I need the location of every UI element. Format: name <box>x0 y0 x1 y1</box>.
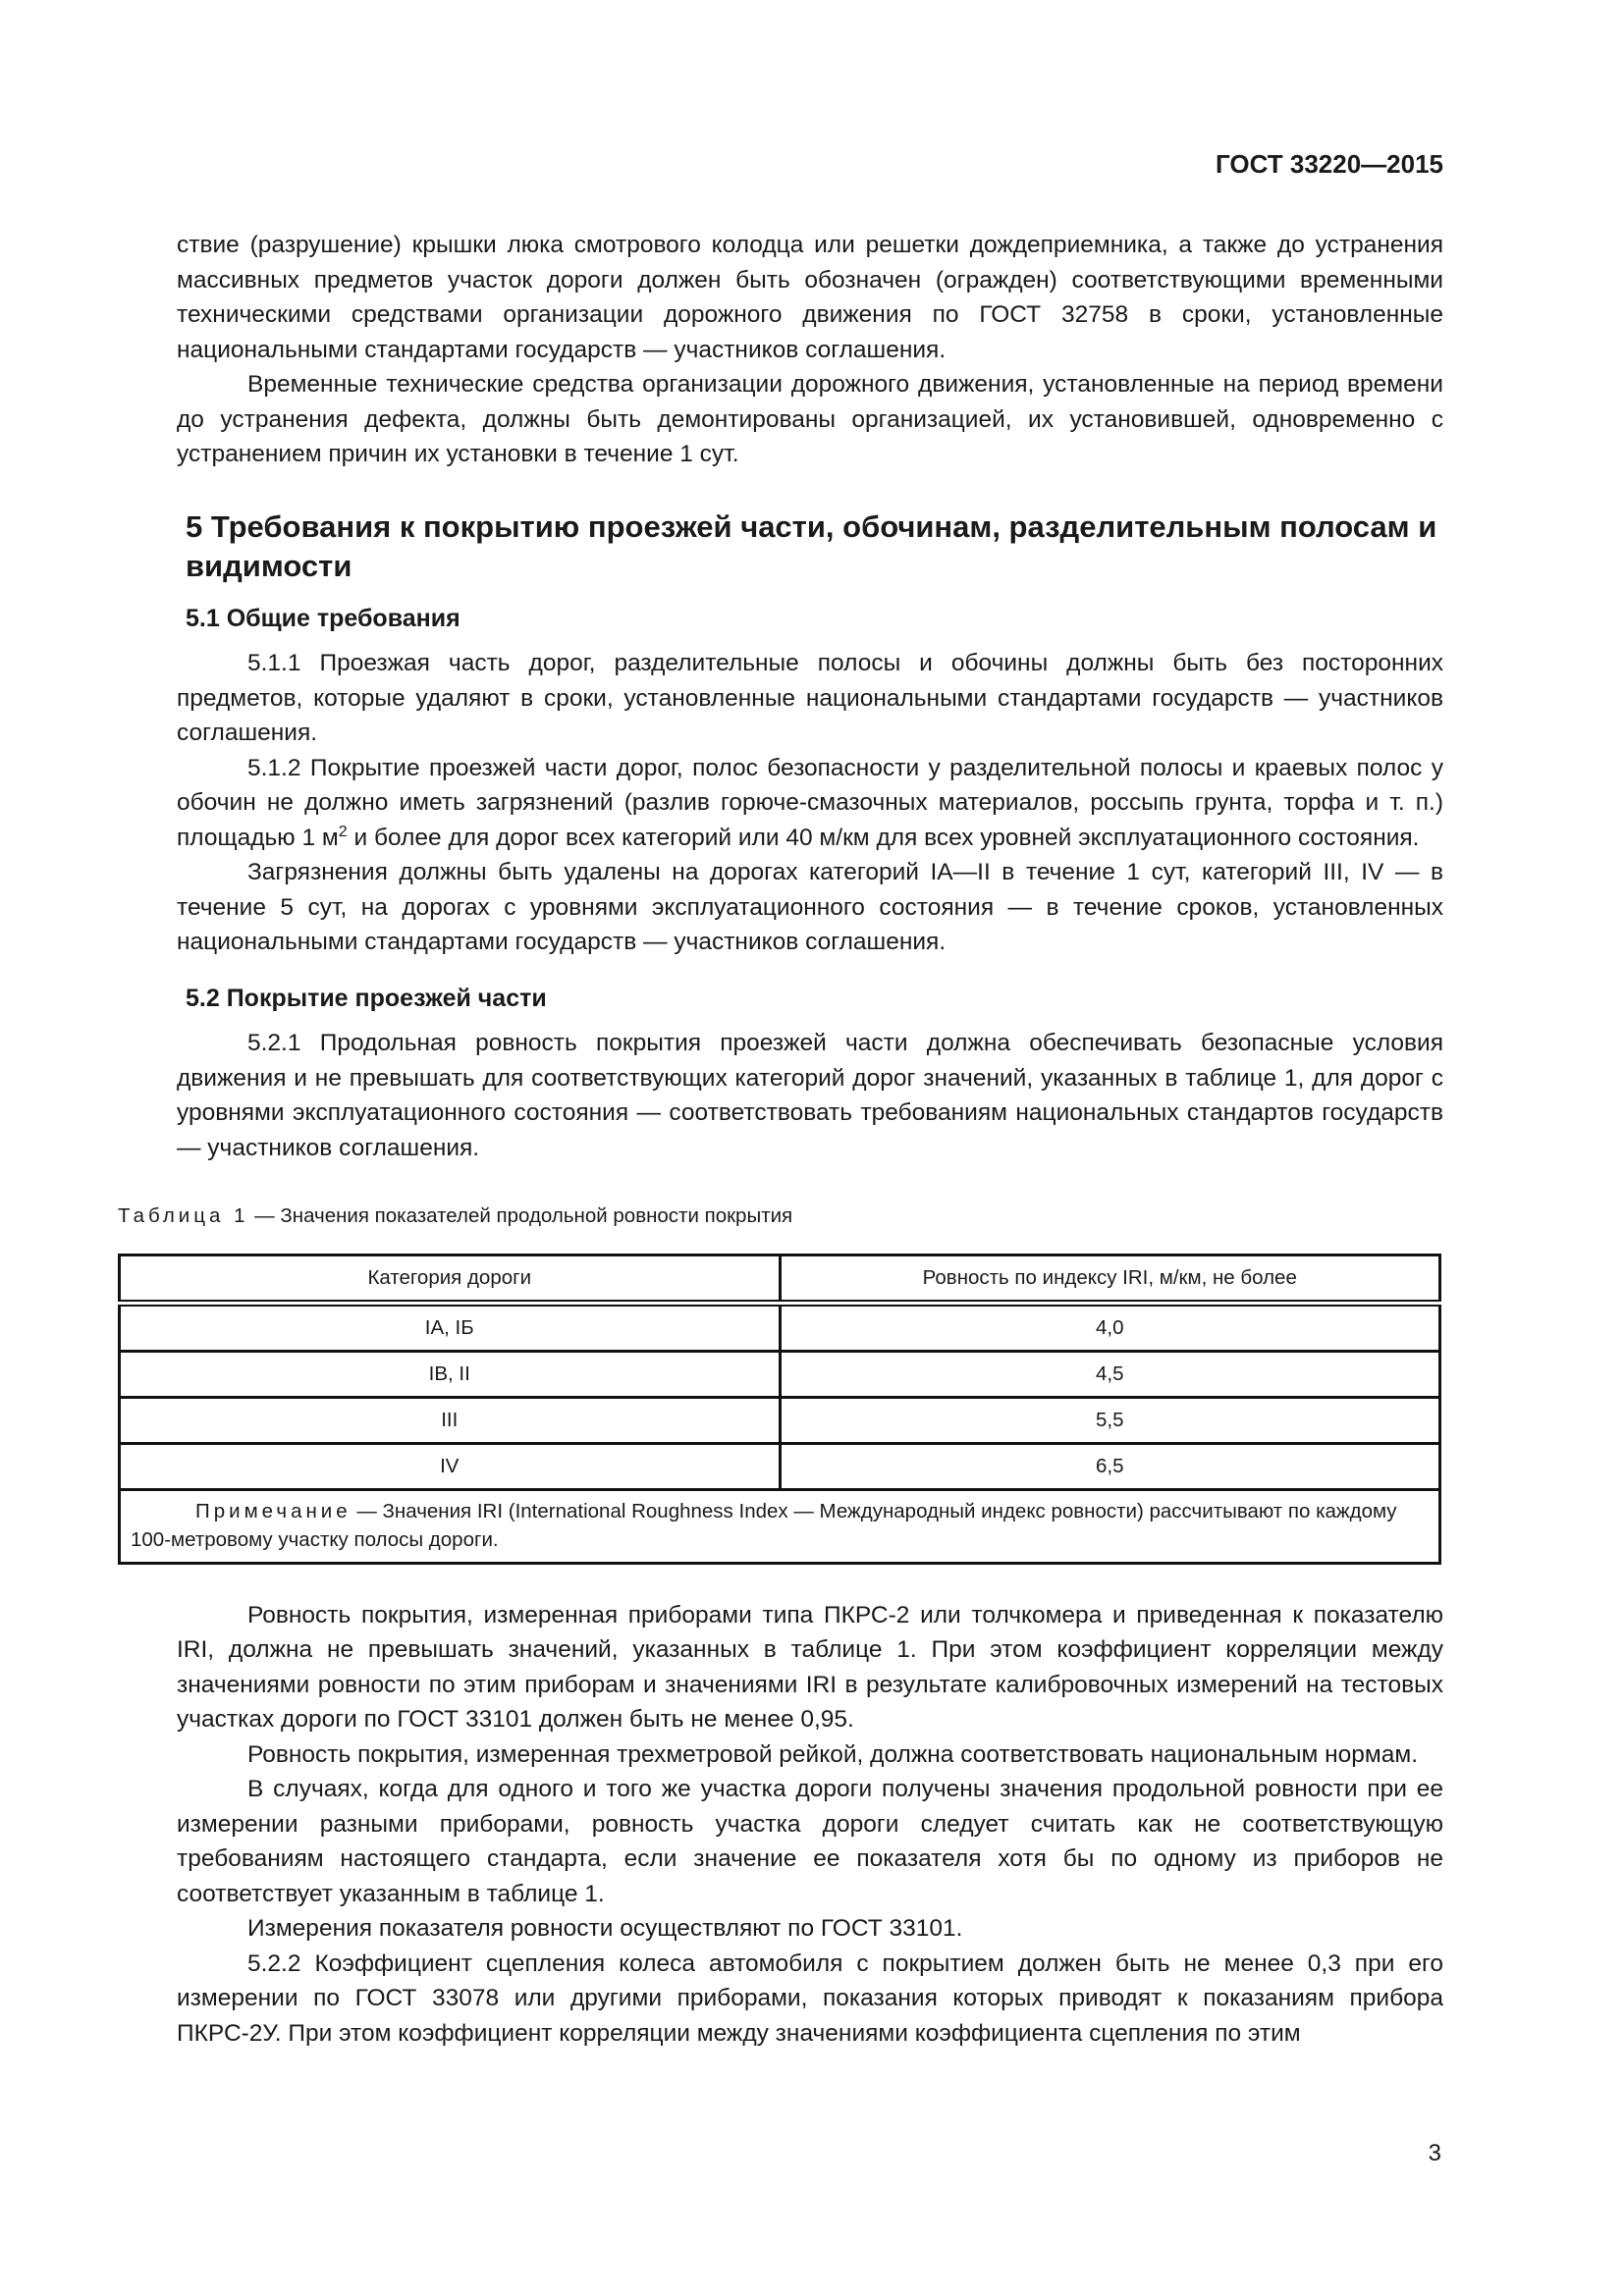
cell: III <box>120 1397 781 1443</box>
paragraph: Измерения показателя ровности осуществляют по ГОСТ 33101. <box>247 1915 963 1942</box>
after-table-text <box>177 1598 1443 2052</box>
cell: IA, IБ <box>120 1303 781 1351</box>
paragraph: Загрязнения должны быть удалены на дорогах категорий IA—II в течение 1 сут, категорий III, IV — в течение 5 сут, на дорогах с уровнями эксплуатационного состояния — в течение сроков, установленных национальными стандартами государств — участников соглашения. <box>177 859 1443 955</box>
cell: IB, II <box>120 1351 781 1397</box>
table-header-row <box>120 1255 1440 1303</box>
cell: 4,5 <box>780 1351 1440 1397</box>
table-row <box>120 1303 1440 1351</box>
paragraph: 5.1.1 Проезжая часть дорог, разделительные полосы и обочины должны быть без посторонних предметов, которые удаляют в сроки, установленные национальными стандартами государств — участников соглашения. <box>177 650 1443 746</box>
cell: 6,5 <box>780 1443 1440 1489</box>
table-caption <box>118 1199 1443 1234</box>
table-note <box>120 1489 1440 1563</box>
subsection-heading: 5.2 Покрытие проезжей части <box>186 984 547 1012</box>
column-header: Категория дороги <box>120 1255 781 1303</box>
caption-label: Таблица 1 <box>118 1204 249 1227</box>
cell: IV <box>120 1443 781 1489</box>
table-row <box>120 1397 1440 1443</box>
table-row <box>120 1351 1440 1397</box>
superscript: 2 <box>338 823 348 840</box>
paragraph: 5.2.2 Коэффициент сцепления колеса автомобиля с покрытием должен быть не менее 0,3 при его измерении по ГОСТ 33078 или другими приборами, показания которых приводят к показаниям прибора ПКРС-2У. При этом коэффициент корреляции между значениями коэффициента сцепления по этим <box>177 1949 1443 2047</box>
document-id-header: ГОСТ 33220—2015 <box>1216 149 1443 179</box>
column-header: Ровность по индексу IRI, м/км, не более <box>780 1255 1440 1303</box>
text: и более для дорог всех категорий или 40 м/км для всех уровней эксплуатационного состояния. <box>347 824 1420 851</box>
note-label: Примечание <box>195 1499 352 1522</box>
cell: 5,5 <box>780 1397 1440 1443</box>
paragraph: В случаях, когда для одного и того же участка дороги получены значения продольной ровности при ее измерении разными приборами, ровность участка дороги следует считать как не соответствующую требованиям настоящего стандарта, если значение ее показателя хотя бы по одному из приборов не соответствует указанным в таблице 1. <box>177 1776 1443 1907</box>
paragraph: ствие (разрушение) крышки люка смотрового колодца или решетки дождеприемника, а также до устранения массивных предметов участок дороги должен быть обозначен (огражден) соответствующими временными техническими средствами организации дорожного движения по ГОСТ 32758 в сроки, установленные национальными стандартами государств — участников соглашения. <box>177 232 1443 363</box>
paragraph: 5.2.1 Продольная ровность покрытия проезжей части должна обеспечивать безопасные условия движения и не превышать для соответствующих категорий дорог значений, указанных в таблице 1, для дорог с уровнями эксплуатационного состояния — соответствовать требованиям национальных стандартов государств — участников соглашения. <box>177 1030 1443 1161</box>
subsection-heading: 5.1 Общие требования <box>186 604 460 632</box>
roughness-table <box>118 1254 1441 1565</box>
caption-text: — Значения показателей продольной ровности покрытия <box>248 1204 793 1227</box>
paragraph: Ровность покрытия, измеренная трехметровой рейкой, должна соответствовать национальным нормам. <box>247 1740 1419 1768</box>
section-heading: 5 Требования к покрытию проезжей части, обочинам, разделительным полосам и видимости <box>186 508 1437 583</box>
paragraph <box>177 751 1443 856</box>
page-number: 3 <box>1428 2140 1441 2166</box>
paragraph: Временные технические средства организации дорожного движения, установленные на период времени до устранения дефекта, должны быть демонтированы организацией, их установившей, одновременно с устранением причин их установки в течение 1 сут. <box>177 371 1443 467</box>
table-row <box>120 1443 1440 1489</box>
cell: 4,0 <box>780 1303 1440 1351</box>
page-content <box>118 228 1443 2051</box>
note-text: — Значения IRI (International Roughness Index — Международный индекс ровности) рассчитывают по каждому 100-метровому участку полосы дороги. <box>131 1499 1397 1551</box>
paragraph: Ровность покрытия, измеренная приборами типа ПКРС-2 или толчкомера и приведенная к показателю IRI, должна не превышать значений, указанных в таблице 1. При этом коэффициент корреляции между значениями ровности по этим приборам и значениями IRI в результате калибровочных измерений на тестовых участках дороги по ГОСТ 33101 должен быть не менее 0,95. <box>177 1601 1443 1733</box>
text: 5.1.2 Покрытие проезжей части дорог, полос безопасности у разделительной полосы и краевых полос у обочин не должно иметь загрязнений (разлив горюче-смазочных материалов, россыпь грунта, торфа и т. п.) площадью 1 м <box>177 754 1443 851</box>
table-note-row <box>120 1489 1440 1563</box>
